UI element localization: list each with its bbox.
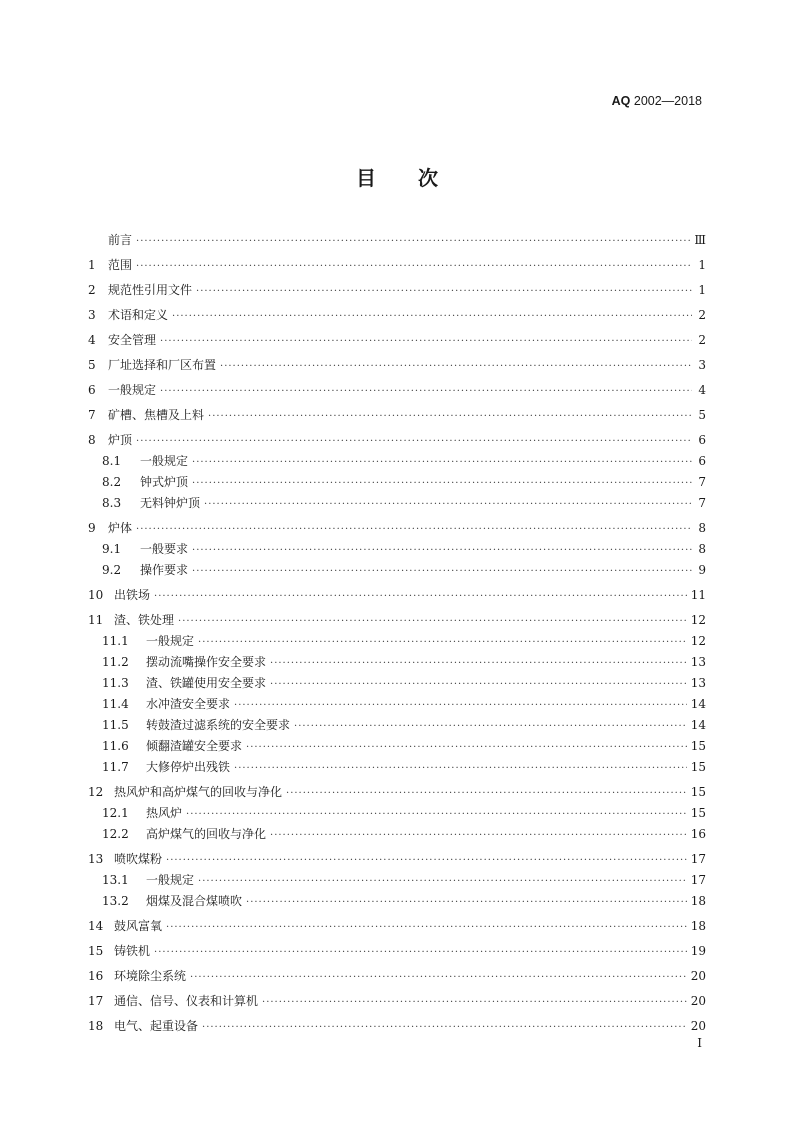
toc-entry-page: 20 bbox=[690, 994, 706, 1008]
toc-entry[interactable] bbox=[88, 230, 706, 251]
toc-entry-number: 1 bbox=[88, 258, 96, 272]
toc-subentry[interactable] bbox=[88, 736, 706, 757]
toc-entry-page: 5 bbox=[698, 408, 706, 422]
toc-entry[interactable] bbox=[88, 305, 706, 326]
toc-entry-page: 17 bbox=[690, 873, 706, 887]
toc-subentry[interactable] bbox=[88, 824, 706, 845]
toc-entry[interactable] bbox=[88, 782, 706, 803]
toc-leader-dots bbox=[192, 561, 692, 582]
toc-entry[interactable] bbox=[88, 585, 706, 606]
toc-entry-title: 电气、起重设备 bbox=[114, 1019, 199, 1033]
table-of-contents bbox=[88, 230, 706, 1037]
toc-leader-dots bbox=[178, 611, 687, 632]
toc-entry-title: 范围 bbox=[108, 258, 133, 272]
toc-subentry[interactable] bbox=[88, 891, 706, 912]
toc-entry-number: 15 bbox=[88, 944, 104, 958]
toc-subentry[interactable] bbox=[88, 870, 706, 891]
toc-entry-title: 矿槽、焦槽及上料 bbox=[108, 408, 205, 422]
toc-entry-number: 7 bbox=[88, 408, 96, 422]
toc-entry[interactable] bbox=[88, 610, 706, 631]
toc-entry-number: 12.2 bbox=[102, 827, 129, 841]
toc-entry[interactable] bbox=[88, 991, 706, 1012]
toc-subentry[interactable] bbox=[88, 493, 706, 514]
toc-entry-number: 11.1 bbox=[102, 634, 129, 648]
toc-entry-title: 炉体 bbox=[108, 521, 133, 535]
toc-leader-dots bbox=[192, 473, 692, 494]
toc-leader-dots bbox=[186, 804, 687, 825]
toc-entry-page: 18 bbox=[690, 894, 706, 908]
toc-entry-page: 6 bbox=[698, 454, 706, 468]
toc-entry-title: 摆动流嘴操作安全要求 bbox=[146, 655, 267, 669]
toc-subentry[interactable] bbox=[88, 803, 706, 824]
toc-entry-number: 14 bbox=[88, 919, 104, 933]
toc-leader-dots bbox=[270, 674, 687, 695]
toc-entry-number: 13.1 bbox=[102, 873, 129, 887]
toc-entry-title: 倾翻渣罐安全要求 bbox=[146, 739, 243, 753]
toc-entry-page: 13 bbox=[690, 655, 706, 669]
page-number: Ⅰ bbox=[697, 1036, 702, 1050]
toc-entry-page: 12 bbox=[690, 613, 706, 627]
toc-entry-title: 前言 bbox=[108, 233, 133, 247]
toc-entry[interactable] bbox=[88, 966, 706, 987]
toc-entry-title: 热风炉和高炉煤气的回收与净化 bbox=[114, 785, 283, 799]
toc-entry-title: 鼓风富氧 bbox=[114, 919, 163, 933]
toc-entry[interactable] bbox=[88, 405, 706, 426]
toc-entry-number: 17 bbox=[88, 994, 104, 1008]
toc-entry-page: 16 bbox=[690, 827, 706, 841]
toc-subentry[interactable] bbox=[88, 472, 706, 493]
toc-entry-number: 18 bbox=[88, 1019, 104, 1033]
toc-entry-page: 11 bbox=[690, 588, 706, 602]
toc-leader-dots bbox=[154, 586, 687, 607]
toc-entry-title: 安全管理 bbox=[108, 333, 157, 347]
toc-leader-dots bbox=[160, 331, 692, 352]
toc-entry-page: 17 bbox=[690, 852, 706, 866]
standard-code-number: 2002—2018 bbox=[633, 94, 702, 108]
toc-leader-dots bbox=[294, 716, 687, 737]
toc-leader-dots bbox=[166, 917, 687, 938]
toc-leader-dots bbox=[154, 942, 687, 963]
toc-leader-dots bbox=[208, 406, 692, 427]
toc-entry-number: 11 bbox=[88, 613, 104, 627]
toc-leader-dots bbox=[262, 992, 687, 1013]
toc-subentry[interactable] bbox=[88, 673, 706, 694]
toc-entry-title: 转鼓渣过滤系统的安全要求 bbox=[146, 718, 291, 732]
toc-entry-title: 无料钟炉顶 bbox=[140, 496, 201, 510]
toc-leader-dots bbox=[220, 356, 692, 377]
toc-leader-dots bbox=[172, 306, 692, 327]
toc-subentry[interactable] bbox=[88, 451, 706, 472]
toc-leader-dots bbox=[204, 494, 692, 515]
toc-entry-title: 环境除尘系统 bbox=[114, 969, 187, 983]
toc-entry-number: 11.3 bbox=[102, 676, 129, 690]
toc-leader-dots bbox=[198, 871, 687, 892]
toc-entry-title: 炉顶 bbox=[108, 433, 133, 447]
toc-entry-page: Ⅲ bbox=[694, 233, 706, 247]
toc-entry-page: 12 bbox=[690, 634, 706, 648]
toc-subentry[interactable] bbox=[88, 539, 706, 560]
toc-entry-title: 厂址选择和厂区布置 bbox=[108, 358, 217, 372]
toc-leader-dots bbox=[286, 783, 687, 804]
toc-entry-title: 大修停炉出残铁 bbox=[146, 760, 231, 774]
toc-entry[interactable] bbox=[88, 518, 706, 539]
toc-entry-page: 2 bbox=[698, 333, 706, 347]
toc-entry[interactable] bbox=[88, 1016, 706, 1037]
toc-subentry[interactable] bbox=[88, 652, 706, 673]
toc-subentry[interactable] bbox=[88, 694, 706, 715]
toc-entry-number: 11.6 bbox=[102, 739, 129, 753]
toc-leader-dots bbox=[136, 256, 692, 277]
toc-entry-number: 12 bbox=[88, 785, 104, 799]
toc-entry-page: 13 bbox=[690, 676, 706, 690]
toc-entry-page: 1 bbox=[698, 283, 706, 297]
toc-entry-title: 一般要求 bbox=[140, 542, 189, 556]
toc-leader-dots bbox=[192, 452, 692, 473]
toc-entry-number: 12.1 bbox=[102, 806, 129, 820]
toc-entry-number: 11.5 bbox=[102, 718, 129, 732]
toc-entry-title: 热风炉 bbox=[146, 806, 183, 820]
toc-entry-title: 出铁场 bbox=[114, 588, 151, 602]
toc-entry-number: 6 bbox=[88, 383, 96, 397]
toc-leader-dots bbox=[246, 892, 687, 913]
toc-leader-dots bbox=[196, 281, 692, 302]
toc-entry-number: 13 bbox=[88, 852, 104, 866]
toc-entry-page: 20 bbox=[690, 1019, 706, 1033]
toc-entry-title: 一般规定 bbox=[140, 454, 189, 468]
toc-entry-number: 8.2 bbox=[102, 475, 122, 489]
toc-leader-dots bbox=[270, 653, 687, 674]
toc-leader-dots bbox=[136, 431, 692, 452]
toc-entry[interactable] bbox=[88, 255, 706, 276]
toc-entry-page: 8 bbox=[698, 542, 706, 556]
toc-leader-dots bbox=[198, 632, 687, 653]
toc-subentry[interactable] bbox=[88, 560, 706, 581]
toc-entry-page: 3 bbox=[698, 358, 706, 372]
toc-leader-dots bbox=[136, 519, 692, 540]
toc-entry-page: 2 bbox=[698, 308, 706, 322]
toc-subentry[interactable] bbox=[88, 631, 706, 652]
toc-entry-page: 20 bbox=[690, 969, 706, 983]
toc-leader-dots bbox=[234, 695, 687, 716]
toc-entry-number: 2 bbox=[88, 283, 96, 297]
toc-leader-dots bbox=[234, 758, 687, 779]
toc-entry[interactable] bbox=[88, 355, 706, 376]
toc-entry-title: 操作要求 bbox=[140, 563, 189, 577]
toc-leader-dots bbox=[270, 825, 687, 846]
toc-entry[interactable] bbox=[88, 380, 706, 401]
toc-entry-number: 8 bbox=[88, 433, 96, 447]
toc-entry-title: 烟煤及混合煤喷吹 bbox=[146, 894, 243, 908]
toc-entry-title: 规范性引用文件 bbox=[108, 283, 193, 297]
toc-entry-number: 5 bbox=[88, 358, 96, 372]
toc-entry-title: 高炉煤气的回收与净化 bbox=[146, 827, 267, 841]
toc-entry-title: 一般规定 bbox=[108, 383, 157, 397]
toc-entry-page: 14 bbox=[690, 697, 706, 711]
toc-entry-page: 15 bbox=[690, 760, 706, 774]
toc-leader-dots bbox=[136, 231, 690, 252]
toc-entry-number: 11.2 bbox=[102, 655, 129, 669]
toc-entry-page: 15 bbox=[690, 739, 706, 753]
toc-entry-page: 4 bbox=[698, 383, 706, 397]
toc-entry-number: 9 bbox=[88, 521, 96, 535]
toc-entry-page: 8 bbox=[698, 521, 706, 535]
toc-leader-dots bbox=[246, 737, 687, 758]
standard-code bbox=[612, 94, 702, 108]
toc-entry-page: 7 bbox=[698, 475, 706, 489]
toc-leader-dots bbox=[166, 850, 687, 871]
toc-entry-number: 9.1 bbox=[102, 542, 122, 556]
toc-entry-page: 14 bbox=[690, 718, 706, 732]
toc-entry-number: 8.3 bbox=[102, 496, 122, 510]
toc-entry-page: 19 bbox=[690, 944, 706, 958]
toc-subentry[interactable] bbox=[88, 757, 706, 778]
toc-entry-page: 9 bbox=[698, 563, 706, 577]
toc-leader-dots bbox=[190, 967, 687, 988]
toc-entry-number: 3 bbox=[88, 308, 96, 322]
toc-entry-number: 11.4 bbox=[102, 697, 129, 711]
toc-entry[interactable] bbox=[88, 916, 706, 937]
toc-entry-number: 16 bbox=[88, 969, 104, 983]
toc-subentry[interactable] bbox=[88, 715, 706, 736]
toc-entry-title: 一般规定 bbox=[146, 634, 195, 648]
toc-leader-dots bbox=[160, 381, 692, 402]
toc-entry[interactable] bbox=[88, 280, 706, 301]
toc-leader-dots bbox=[202, 1017, 687, 1038]
toc-entry-number: 11.7 bbox=[102, 760, 129, 774]
toc-entry-title: 喷吹煤粉 bbox=[114, 852, 163, 866]
toc-entry-page: 15 bbox=[690, 785, 706, 799]
toc-entry-title: 一般规定 bbox=[146, 873, 195, 887]
toc-entry-title: 渣、铁罐使用安全要求 bbox=[146, 676, 267, 690]
toc-entry[interactable] bbox=[88, 330, 706, 351]
toc-entry[interactable] bbox=[88, 849, 706, 870]
toc-entry-title: 通信、信号、仪表和计算机 bbox=[114, 994, 259, 1008]
toc-entry-number: 13.2 bbox=[102, 894, 129, 908]
toc-entry-number: 9.2 bbox=[102, 563, 122, 577]
toc-entry-title: 铸铁机 bbox=[114, 944, 151, 958]
toc-entry-title: 渣、铁处理 bbox=[114, 613, 175, 627]
toc-entry-title: 水冲渣安全要求 bbox=[146, 697, 231, 711]
toc-entry-page: 18 bbox=[690, 919, 706, 933]
toc-entry[interactable] bbox=[88, 941, 706, 962]
page-title: 目次 bbox=[356, 166, 480, 190]
toc-entry[interactable] bbox=[88, 430, 706, 451]
standard-code-prefix: AQ bbox=[611, 94, 631, 108]
toc-leader-dots bbox=[192, 540, 692, 561]
toc-entry-number: 4 bbox=[88, 333, 96, 347]
toc-entry-page: 1 bbox=[698, 258, 706, 272]
toc-entry-title: 钟式炉顶 bbox=[140, 475, 189, 489]
toc-entry-page: 7 bbox=[698, 496, 706, 510]
toc-entry-number: 8.1 bbox=[102, 454, 122, 468]
toc-entry-title: 术语和定义 bbox=[108, 308, 169, 322]
toc-entry-page: 6 bbox=[698, 433, 706, 447]
toc-entry-number: 10 bbox=[88, 588, 104, 602]
toc-entry-page: 15 bbox=[690, 806, 706, 820]
